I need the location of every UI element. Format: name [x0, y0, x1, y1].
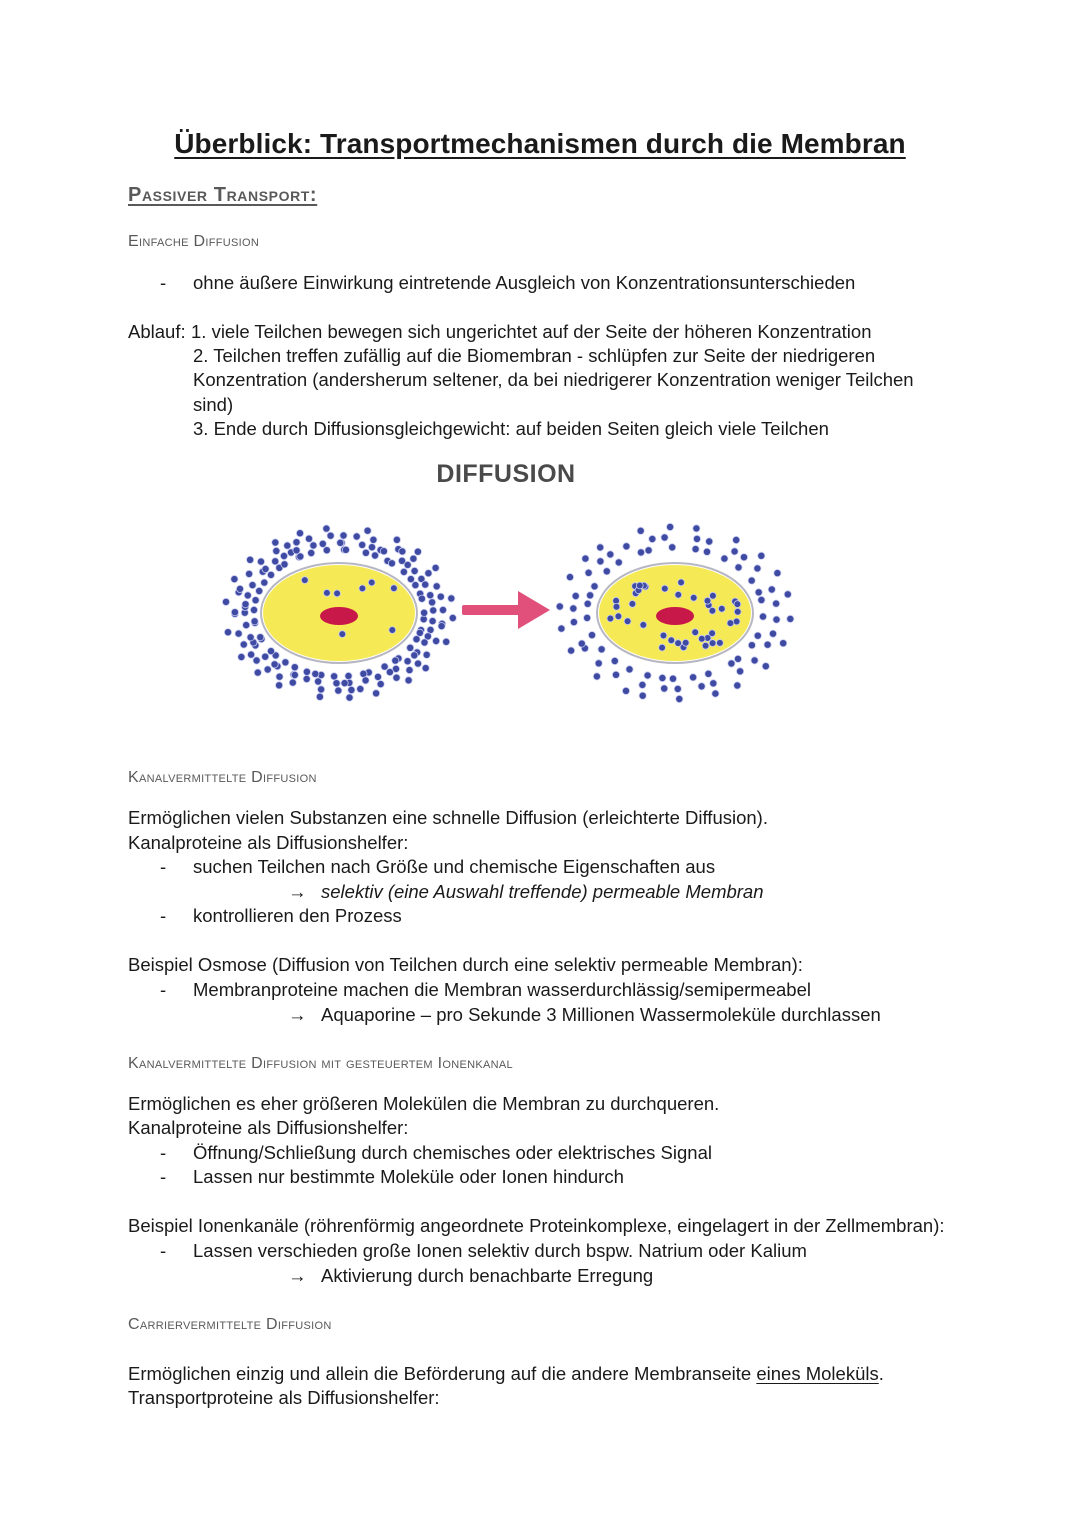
- particle: [362, 549, 369, 556]
- particle: [432, 564, 439, 571]
- particle: [323, 525, 330, 532]
- particle: [276, 673, 283, 680]
- particle: [773, 616, 780, 623]
- particle: [429, 618, 436, 625]
- particle: [271, 661, 278, 668]
- particle: [640, 622, 647, 629]
- particle: [257, 558, 264, 565]
- particle: [764, 641, 771, 648]
- particle: [759, 613, 766, 620]
- particle: [692, 546, 699, 553]
- particle: [238, 653, 245, 660]
- particle: [333, 680, 340, 687]
- particle: [374, 673, 381, 680]
- particle: [587, 592, 594, 599]
- particle: [706, 538, 713, 545]
- particle: [644, 672, 651, 679]
- particle: [773, 600, 780, 607]
- particle: [327, 532, 334, 539]
- carrier-intro-1-text: Ermöglichen einzig und allein die Beförderung auf die andere Membranseite: [128, 1363, 757, 1384]
- particle: [588, 632, 595, 639]
- gated-bullet-2: Lassen nur bestimmte Moleküle oder Ionen hindurch: [193, 1166, 624, 1187]
- particle: [693, 525, 700, 532]
- bullet-dash: -: [160, 856, 167, 877]
- particle: [393, 674, 400, 681]
- particle: [702, 642, 709, 649]
- particle: [316, 693, 323, 700]
- ion-channel-example: Beispiel Ionenkanäle (röhrenförmig angeordnete Proteinkomplexe, eingelagert in der Zellmembran):: [128, 1215, 945, 1236]
- particle: [678, 579, 685, 586]
- cell-after-diffusion: [556, 523, 794, 702]
- particle: [787, 615, 794, 622]
- arrow-shaft: [462, 605, 524, 615]
- particle: [368, 579, 375, 586]
- particle: [296, 530, 303, 537]
- particle: [284, 542, 291, 549]
- particle: [429, 599, 436, 606]
- particle: [568, 647, 575, 654]
- particle: [734, 601, 741, 608]
- subheading-simple-diffusion: Einfache Diffusion: [128, 233, 260, 250]
- particle: [636, 582, 643, 589]
- particle: [698, 683, 705, 690]
- particle: [359, 541, 366, 548]
- particle: [430, 607, 437, 614]
- particle: [718, 605, 725, 612]
- particle: [362, 677, 369, 684]
- particle: [612, 671, 619, 678]
- arrow-glyph: →: [288, 881, 307, 902]
- particle: [448, 595, 455, 602]
- particle: [359, 585, 366, 592]
- particle: [418, 595, 425, 602]
- particle: [433, 637, 440, 644]
- particle: [310, 542, 317, 549]
- ion-channel-bullet: Lassen verschieden große Ionen selektiv durch bspw. Natrium oder Kalium: [193, 1240, 807, 1261]
- particle: [566, 574, 573, 581]
- particle: [676, 695, 683, 702]
- particle: [248, 651, 255, 658]
- particle: [613, 603, 620, 610]
- particle: [659, 674, 666, 681]
- particle: [585, 569, 592, 576]
- particle: [412, 582, 419, 589]
- particle: [235, 630, 242, 637]
- particle: [584, 614, 591, 621]
- process-step-2-line-2: Konzentration (andersherum seltener, da bei niedrigerer Konzentration weniger Teilchen: [193, 369, 914, 390]
- particle: [318, 686, 325, 693]
- particle: [370, 536, 377, 543]
- particle: [690, 674, 697, 681]
- particle: [721, 555, 728, 562]
- particle: [242, 601, 249, 608]
- particle: [373, 690, 380, 697]
- particle: [381, 663, 388, 670]
- particle: [703, 548, 710, 555]
- channel-bullet-2: kontrollieren den Prozess: [193, 905, 402, 926]
- particle: [389, 627, 396, 634]
- particle: [393, 536, 400, 543]
- particle: [748, 642, 755, 649]
- particle: [598, 646, 605, 653]
- particle: [253, 657, 260, 664]
- particle: [254, 669, 261, 676]
- channel-intro-1: Ermöglichen vielen Substanzen eine schnelle Diffusion (erleichterte Diffusion).: [128, 807, 768, 828]
- ion-channel-arrow-note: Aktivierung durch benachbarte Erregung: [321, 1265, 654, 1286]
- particle: [558, 625, 565, 632]
- particle: [668, 637, 675, 644]
- channel-arrow-note-1: selektiv (eine Auswahl treffende) permeable Membran: [321, 881, 764, 902]
- particle: [247, 556, 254, 563]
- arrow-glyph: →: [288, 1265, 307, 1286]
- channel-bullet-1: suchen Teilchen nach Größe und chemische Eigenschaften aus: [193, 856, 716, 877]
- particle: [276, 682, 283, 689]
- particle: [712, 690, 719, 697]
- particle: [224, 629, 231, 636]
- particle: [734, 682, 741, 689]
- particle: [433, 583, 440, 590]
- particle: [769, 630, 776, 637]
- particle: [669, 675, 676, 682]
- subheading-gated-channel-diffusion: Kanalvermittelte Diffusion mit gesteuertem Ionenkanal: [128, 1055, 513, 1072]
- particle: [388, 560, 395, 567]
- bullet-dash: -: [160, 905, 167, 926]
- gated-intro-2: Kanalproteine als Diffusionshelfer:: [128, 1117, 409, 1138]
- particle: [751, 657, 758, 664]
- particle: [607, 551, 614, 558]
- particle: [443, 638, 450, 645]
- particle: [597, 558, 604, 565]
- particle: [334, 590, 341, 597]
- particle: [405, 677, 412, 684]
- particle: [345, 672, 352, 679]
- particle: [784, 591, 791, 598]
- particle: [404, 658, 411, 665]
- particle: [659, 644, 666, 651]
- particle: [572, 592, 579, 599]
- particle: [582, 555, 589, 562]
- particle: [624, 618, 631, 625]
- particle: [623, 543, 630, 550]
- particle: [380, 548, 387, 555]
- particle: [251, 618, 258, 625]
- particle: [705, 670, 712, 677]
- osmosis-arrow-note: Aquaporine – pro Sekunde 3 Millionen Wassermoleküle durchlassen: [321, 1004, 881, 1025]
- particle: [692, 629, 699, 636]
- process-step-1: 1. viele Teilchen bewegen sich ungerichtet auf der Seite der höheren Konzentration: [191, 321, 872, 342]
- particle: [607, 615, 614, 622]
- particle: [437, 593, 444, 600]
- particle: [353, 533, 360, 540]
- particle: [449, 614, 456, 621]
- particle: [222, 598, 229, 605]
- particle: [281, 561, 288, 568]
- particle: [262, 653, 269, 660]
- particle: [626, 666, 633, 673]
- section-heading-passive-transport: Passiver Transport:: [128, 184, 318, 206]
- particle: [438, 623, 445, 630]
- cell-nucleus: [320, 607, 358, 625]
- carrier-intro-1-underlined: eines Moleküls: [756, 1363, 879, 1384]
- carrier-intro-1-period: .: [878, 1363, 884, 1384]
- particle: [400, 568, 407, 575]
- particle: [728, 660, 735, 667]
- particle: [593, 673, 600, 680]
- particle: [280, 552, 287, 559]
- particle: [324, 590, 331, 597]
- particle: [727, 620, 734, 627]
- bullet-dash: -: [160, 1142, 167, 1163]
- particle: [289, 679, 296, 686]
- carrier-intro-2: Transportproteine als Diffusionshelfer:: [128, 1387, 440, 1408]
- particle: [622, 687, 629, 694]
- particle: [335, 687, 342, 694]
- particle: [754, 632, 761, 639]
- particle: [303, 668, 310, 675]
- particle: [758, 552, 765, 559]
- particle: [305, 535, 312, 542]
- particle: [303, 675, 310, 682]
- particle: [404, 561, 411, 568]
- particle: [682, 639, 689, 646]
- particle: [669, 544, 676, 551]
- particle: [293, 539, 300, 546]
- particle: [360, 670, 367, 677]
- particle: [733, 618, 740, 625]
- particle: [427, 592, 434, 599]
- particle: [256, 587, 263, 594]
- arrow-glyph: →: [288, 1004, 307, 1025]
- particle: [661, 685, 668, 692]
- particle: [425, 570, 432, 577]
- particle: [754, 565, 761, 572]
- particle: [414, 660, 421, 667]
- particle: [698, 635, 705, 642]
- particle: [748, 577, 755, 584]
- particle: [591, 583, 598, 590]
- particle: [639, 681, 646, 688]
- osmosis-bullet: Membranproteine machen die Membran wasserdurchlässig/semipermeabel: [193, 979, 811, 1000]
- particle: [413, 636, 420, 643]
- particle: [312, 670, 319, 677]
- particle: [675, 640, 682, 647]
- subheading-carrier-diffusion: Carriervermittelte Diffusion: [128, 1316, 332, 1333]
- particle: [244, 592, 251, 599]
- particle: [611, 657, 618, 664]
- particle: [439, 606, 446, 613]
- particle: [243, 622, 250, 629]
- particle: [411, 567, 418, 574]
- particle: [231, 576, 238, 583]
- particle: [615, 613, 622, 620]
- particle: [690, 594, 697, 601]
- particle: [291, 664, 298, 671]
- particle: [710, 680, 717, 687]
- particle: [734, 608, 741, 615]
- channel-intro-2: Kanalproteine als Diffusionshelfer:: [128, 832, 409, 853]
- particle: [342, 546, 349, 553]
- particle: [570, 619, 577, 626]
- particle: [660, 632, 667, 639]
- particle: [774, 570, 781, 577]
- particle: [780, 640, 787, 647]
- particle: [422, 581, 429, 588]
- particle: [273, 547, 280, 554]
- particle: [371, 552, 378, 559]
- carrier-intro-1: [128, 1362, 884, 1386]
- particle: [346, 694, 353, 701]
- particle: [410, 555, 417, 562]
- particle: [768, 586, 775, 593]
- particle: [348, 686, 355, 693]
- particle: [339, 631, 346, 638]
- particle: [615, 559, 622, 566]
- particle: [340, 532, 347, 539]
- particle: [570, 605, 577, 612]
- particle: [674, 685, 681, 692]
- particle: [231, 609, 238, 616]
- particle: [731, 548, 738, 555]
- particle: [262, 565, 269, 572]
- particle: [717, 640, 724, 647]
- particle: [315, 678, 322, 685]
- particle: [301, 577, 308, 584]
- particle: [368, 544, 375, 551]
- cell-nucleus: [656, 607, 694, 625]
- particle: [293, 547, 300, 554]
- particle: [267, 648, 274, 655]
- page-title: Überblick: Transportmechanismen durch die Membran: [174, 128, 906, 159]
- arrow-icon: [462, 591, 550, 629]
- particle: [364, 527, 371, 534]
- particle: [710, 592, 717, 599]
- particle: [252, 597, 259, 604]
- particle: [377, 681, 384, 688]
- process-step-3: 3. Ende durch Diffusionsgleichgewicht: auf beiden Seiten gleich viele Teilchen: [193, 418, 829, 439]
- particle: [734, 655, 741, 662]
- particle: [282, 659, 289, 666]
- particle: [264, 666, 271, 673]
- particle: [249, 582, 256, 589]
- particle: [411, 652, 418, 659]
- bullet-dash: -: [160, 272, 167, 293]
- gated-bullet-1: Öffnung/Schließung durch chemisches oder elektrisches Signal: [193, 1142, 712, 1163]
- particle: [323, 547, 330, 554]
- particle: [407, 576, 414, 583]
- particle: [421, 609, 428, 616]
- process-label: Ablauf:: [128, 321, 186, 342]
- particle: [603, 568, 610, 575]
- particle: [267, 571, 274, 578]
- osmosis-example: Beispiel Osmose (Diffusion von Teilchen durch eine selektiv permeable Membran):: [128, 954, 803, 975]
- particle: [247, 634, 254, 641]
- particle: [637, 527, 644, 534]
- particle: [399, 548, 406, 555]
- particle: [629, 601, 636, 608]
- particle: [240, 641, 247, 648]
- particle: [762, 663, 769, 670]
- gated-intro-1: Ermöglichen es eher größeren Molekülen die Membran zu durchqueren.: [128, 1093, 720, 1114]
- particle: [386, 669, 393, 676]
- particle: [423, 651, 430, 658]
- particle: [709, 640, 716, 647]
- process-step-2-line-1: 2. Teilchen treffen zufällig auf die Biomembran - schlüpfen zur Seite der niedrigeren: [193, 345, 876, 366]
- particle: [406, 667, 413, 674]
- particle: [645, 547, 652, 554]
- particle: [661, 585, 668, 592]
- figure-label: DIFFUSION: [436, 460, 576, 488]
- particle: [421, 639, 428, 646]
- bullet-dash: -: [160, 1240, 167, 1261]
- particle: [246, 570, 253, 577]
- particle: [272, 558, 279, 565]
- particle: [735, 564, 742, 571]
- particle: [667, 523, 674, 530]
- particle: [291, 671, 298, 678]
- particle: [597, 544, 604, 551]
- particle: [584, 600, 591, 607]
- particle: [649, 535, 656, 542]
- particle: [261, 579, 268, 586]
- cell-before-diffusion: [222, 525, 456, 701]
- process-step-2-line-3: sind): [193, 394, 234, 415]
- particle: [755, 589, 762, 596]
- particle: [341, 680, 348, 687]
- particle: [637, 549, 644, 556]
- particle: [661, 534, 668, 541]
- particle: [578, 640, 585, 647]
- particle: [236, 585, 243, 592]
- particle: [693, 535, 700, 542]
- particle: [357, 685, 364, 692]
- particle: [337, 539, 344, 546]
- particle: [675, 591, 682, 598]
- subheading-channel-diffusion: Kanalvermittelte Diffusion: [128, 769, 317, 786]
- particle: [556, 603, 563, 610]
- particle: [308, 549, 315, 556]
- particle: [272, 539, 279, 546]
- particle: [257, 634, 264, 641]
- diffusion-illustration: [200, 452, 820, 712]
- particle: [331, 673, 338, 680]
- particle: [595, 660, 602, 667]
- particle: [422, 665, 429, 672]
- particle: [391, 585, 398, 592]
- particle: [407, 644, 414, 651]
- particle: [704, 597, 711, 604]
- particle: [414, 548, 421, 555]
- particle: [709, 607, 716, 614]
- particle: [319, 540, 326, 547]
- arrow-head: [518, 591, 550, 629]
- particle: [639, 692, 646, 699]
- particle: [733, 536, 740, 543]
- bullet-dash: -: [160, 1166, 167, 1187]
- particle: [758, 596, 765, 603]
- particle: [392, 657, 399, 664]
- bullet-dash: -: [160, 979, 167, 1000]
- particle: [250, 606, 257, 613]
- simple-diffusion-definition: ohne äußere Einwirkung eintretende Ausgleich von Konzentrationsunterschieden: [193, 272, 856, 293]
- particle: [740, 554, 747, 561]
- particle: [737, 668, 744, 675]
